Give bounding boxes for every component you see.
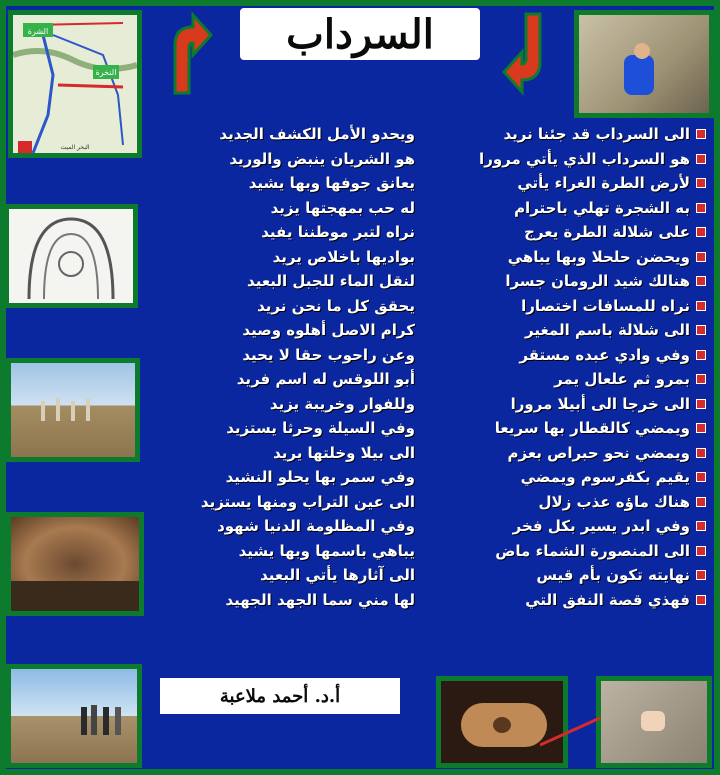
verse-text: كرام الاصل أهلوه وصيد [242,321,415,340]
verse-row [150,514,415,539]
bullet-icon [696,203,706,213]
verse-text: يقيم بكفرسوم ويمضي [520,468,690,487]
bullet-icon [696,252,706,262]
bullet-icon [696,448,706,458]
verse-row [426,171,706,196]
verse-row [426,416,706,441]
map-label-mid: النخرة [95,68,117,77]
map-label-top: الشرة [27,27,49,36]
verse-text: وفي المظلومة الدنيا شهود [217,517,415,536]
verse-row [150,490,415,515]
verse-row [426,392,706,417]
verse-row [426,269,706,294]
verse-row [150,147,415,172]
author-banner [160,678,400,714]
right-verses [426,122,706,612]
bullet-icon [696,570,706,580]
bullet-icon [696,276,706,286]
verse-row [150,269,415,294]
verse-text: وفي ابدر يسير بكل فخر [512,517,690,536]
verse-text: هناك ماؤه عذب زلال [538,492,690,511]
bullet-icon [696,399,706,409]
bullet-icon [696,546,706,556]
excavation-team-photo [6,664,142,768]
verse-row [426,343,706,368]
verse-text: هو السرداب الذي يأتي مرورا [479,149,690,168]
verse-row [150,416,415,441]
verse-row [150,318,415,343]
bullet-icon [696,227,706,237]
verse-row [150,171,415,196]
verse-text: الى السرداب قد جئنا نريد [503,125,690,144]
verse-text: لها مني سما الجهد الجهيد [225,590,415,609]
verse-row [150,367,415,392]
verse-text: نهايته تكون بأم قيس [536,566,690,585]
verse-row [426,563,706,588]
verse-row [426,147,706,172]
verse-row [426,588,706,613]
verse-row [150,220,415,245]
verse-text: به الشجرة تهلي باحترام [514,198,690,217]
verse-text: الى عين التراب ومنها يستزيد [200,492,415,511]
bullet-icon [696,154,706,164]
verse-text: بواديها باخلاص يريد [272,247,415,266]
verse-row [150,245,415,270]
cave-entrance-photo [574,10,714,118]
verse-row [426,294,706,319]
verse-text: ويحضن حلحلا وبها يباهي [507,247,690,266]
verse-text: يعانق جوفها وبها يشيد [248,174,415,193]
verse-row [150,465,415,490]
verse-text: ويمضي نحو حبراص بعزم [507,443,690,462]
verse-text: له حب بمهجتها يزيد [270,198,415,217]
verse-text: الى خرجا الى أبيلا مرورا [510,394,690,413]
verse-text: وفي وادي عبده مستقر [519,345,690,364]
verse-text: نراه لتبر موطننا يفيد [261,223,415,242]
verse-row [150,122,415,147]
verse-row [426,514,706,539]
verse-text: وعن راحوب حقا لا يحيد [242,345,415,364]
tunnel-sketch [4,204,138,308]
verse-text: على شلالة الطرة يعرج [524,223,690,242]
bullet-icon [696,350,706,360]
verse-row [150,563,415,588]
verse-row [426,220,706,245]
verse-row [150,441,415,466]
verse-text: يحقق كل ما نحن نريد [257,296,415,315]
verse-row [426,465,706,490]
verse-text: الى بيلا وخلتها يريد [273,443,415,462]
map-label-bottom: البحر الميت [60,144,90,151]
verse-row [426,122,706,147]
verse-row [150,392,415,417]
verse-text: فهذي قصة النفق التي [525,590,690,609]
verse-row [150,343,415,368]
bullet-icon [696,423,706,433]
verse-row [150,539,415,564]
verse-text: لنقل الماء للجبل البعيد [247,272,415,291]
verse-text: هنالك شيد الرومان جسرا [505,272,690,291]
verse-text: هو الشريان ينبض والوريد [229,149,415,168]
verse-text: يباهي باسمها وبها يشيد [238,541,415,560]
verse-row [426,490,706,515]
map-thumbnail [8,10,142,158]
verse-row [426,367,706,392]
verse-text: الى المنصورة الشماء ماض [495,541,690,560]
curved-arrow-icon [165,5,215,95]
bullet-icon [696,595,706,605]
verse-row [426,318,706,343]
verse-text: ويمضي كالقطار بها سريعا [494,419,690,438]
verse-text: لأرض الطرة الغراء يأتي [517,174,690,193]
bullet-icon [696,472,706,482]
pointer-arrow-icon [540,710,610,750]
verse-row [426,539,706,564]
rock-tunnel-photo [596,676,712,768]
verse-text: أبو اللوقس له اسم فريد [236,370,415,389]
archaeological-columns-photo [6,358,140,462]
bullet-icon [696,521,706,531]
title-banner [240,8,480,60]
verse-text: وفي سمر بها يحلو النشيد [225,468,415,487]
bullet-icon [696,374,706,384]
tunnel-interior-photo [6,512,144,616]
verse-text: نراه للمسافات اختصارا [521,296,690,315]
bullet-icon [696,178,706,188]
curved-arrow-icon [500,12,550,102]
bullet-icon [696,497,706,507]
verse-text: ويحدو الأمل الكشف الجديد [219,125,415,144]
verse-text: وللفوار وخريبة يزيد [269,394,415,413]
bullet-icon [696,325,706,335]
verse-row [150,196,415,221]
verse-row [426,441,706,466]
page-title: السرداب [286,10,434,58]
verse-row [426,245,706,270]
verse-text: الى شلالة باسم المغير [524,321,690,340]
verse-row [426,196,706,221]
verse-text: الى آثارها يأتي البعيد [260,566,415,585]
left-verses [150,122,415,612]
verse-text: وفي السيلة وحرثا يستزيد [226,419,415,438]
verse-row [150,588,415,613]
verse-text: بمرو ثم علعال يمر [554,370,690,389]
verse-row [150,294,415,319]
bullet-icon [696,129,706,139]
author-name: أ.د. أحمد ملاعبة [219,685,341,707]
bullet-icon [696,301,706,311]
